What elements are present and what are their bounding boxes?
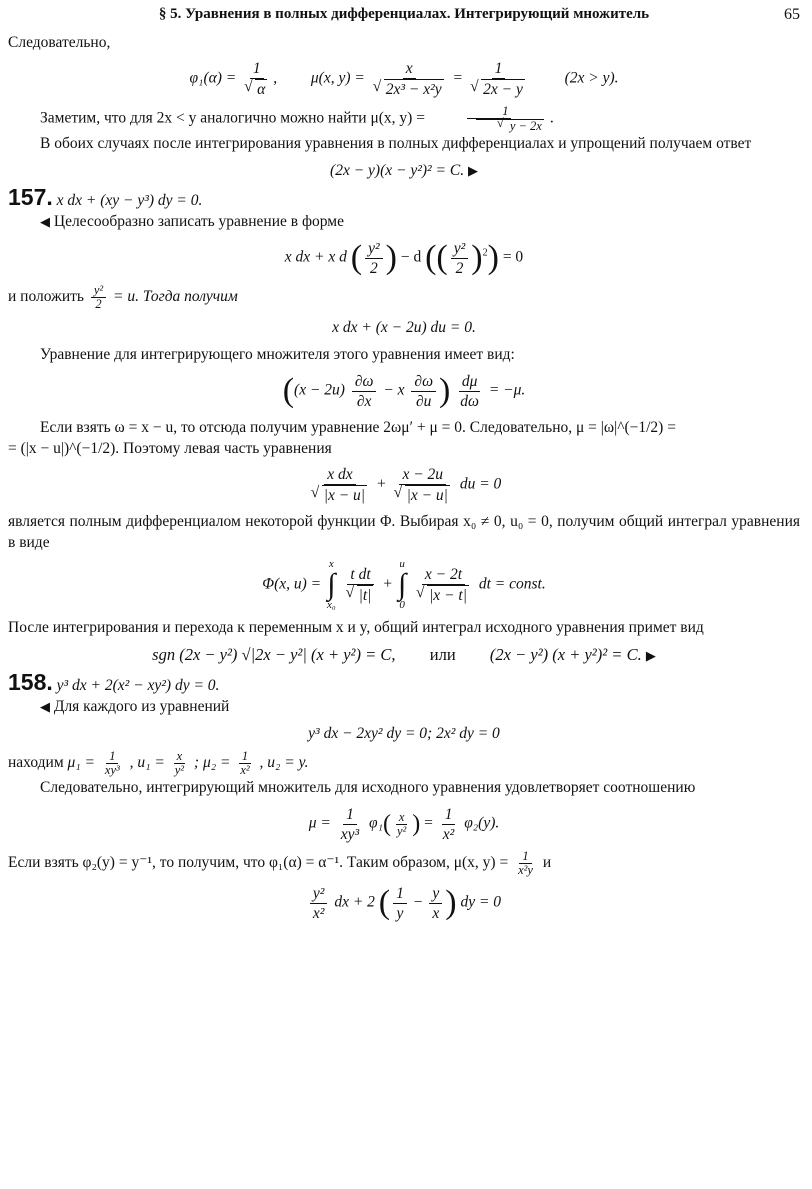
equation-integrating-factor: ((x − 2u) $\frac{\partial\omega}{\partial x}$ − x $\frac{\partial\omega}{\partial u}$ ) $\frac{d\mu}{d\omega}$ = −μ. [282, 372, 526, 410]
paragraph-157-intro: ◀ Целесообразно записать уравнение в форме [40, 213, 344, 230]
paragraph-note: Заметим, что для 2x < y аналогично можно найти μ(x, y) = 1 √ y − 2x . [8, 105, 800, 133]
paragraph-im-intro: Уравнение для интегрирующего множителя этого уравнения имеет вид: [40, 346, 515, 363]
paragraph-full-diff: является полным дифференциалом некоторой функции Φ. Выбирая x₀ ≠ 0, u₀ = 0, получим общий интеграл уравнения в виде [8, 513, 800, 551]
paragraph-omega: Если взять ω = x − u, то отсюда получим уравнение 2ωμ′ + μ = 0. Следовательно, μ = |ω|^(−1/2) = [40, 419, 676, 436]
text-consequently: Следовательно, [8, 34, 111, 51]
paragraph-after-int: После интегрирования и перехода к переменным x и y, общий интеграл исходного уравнения примет вид [8, 619, 704, 636]
problem-157-statement: 157. x dx + (xy − y³) dy = 0. [8, 184, 203, 210]
paragraph-omega-cont: = (|x − u|)^(−1/2). Поэтому левая часть уравнения [8, 440, 332, 457]
equation-final: $\frac{\text{y²}}{\text{x²}}$ dx + 2 ( $\frac{1}{y}$ − $\frac{y}{x}$ ) dy = 0 [8, 883, 800, 923]
equation-157-form: x dx + x d ( $\frac{\text{y²}}{2}$ ) − d (( $\frac{\text{y²}}{2}$ )$^2$) = 0 [284, 239, 524, 277]
equation-158-parts: y³ dx − 2xy² dy = 0; 2x² dy = 0 [308, 725, 500, 742]
problem-158-statement: 158. y³ dx + 2(x² − xy²) dy = 0. [8, 669, 220, 695]
paragraph-found: находим μ₁ = $\frac{1}{\text{xy³}}$ , u₁ = $\frac{x}{\text{y²}}$ ; μ₂ = $\frac{1}{\text{x²}}$ , u₂ = y. [8, 749, 309, 777]
equation-u: x dx + (x − 2u) du = 0. [332, 319, 476, 336]
paragraph-both-cases: В обоих случаях после интегрирования уравнения в полных дифференциалах и упрощений получаем ответ [40, 135, 752, 152]
equation-general-integral: Φ(x, u) = x ∫ x₀ t dt √ |t| + u ∫ 0 x − 2t √ |x − t| dt = const. [8, 559, 800, 611]
page-number: 65 [784, 6, 800, 23]
paragraph-158-intro: ◀ Для каждого из уравнений [40, 698, 230, 715]
paragraph-set-u: и положить $\frac{\text{y²}}{2}$ = u. Тогда получим [8, 283, 238, 311]
answer-156: (2x − y)(x − y²)² = C. ▶ [330, 162, 478, 179]
running-header [8, 4, 800, 32]
paragraph-take-phi2: Если взять φ₂(y) = y⁻¹, то получим, что φ₁(α) = α⁻¹. Таким образом, μ(x, y) = $\frac{1}{\text{x²y}}$ и [8, 849, 552, 877]
equation-lhs: x dx √ |x − u| + x − 2u √ |x − u| du = 0 [8, 465, 800, 505]
equation-phi-mu: φ₁(α) = 1 √ α , μ(x, y) = x √ 2x³ − x²y = 1 √ 2x − y (2x > y). [8, 59, 800, 99]
equation-mu-relation: μ = $\frac{1}{\text{xy³}}$ φ₁( $\frac{x}{\text{y²}}$ ) = $\frac{1}{\text{x²}}$ φ₂(y). [308, 805, 500, 843]
paragraph-consequently2: Следовательно, интегрирующий множитель для исходного уравнения удовлетворяет соотношению [40, 779, 696, 796]
equation-157-answer: sgn (2x − y²) √|2x − y²| (x + y²) = C, или (2x − y²) (x + y²)² = C. ▶ [152, 645, 656, 664]
section-title: § 5. Уравнения в полных дифференциалах. Интегрирующий множитель [158, 6, 650, 22]
